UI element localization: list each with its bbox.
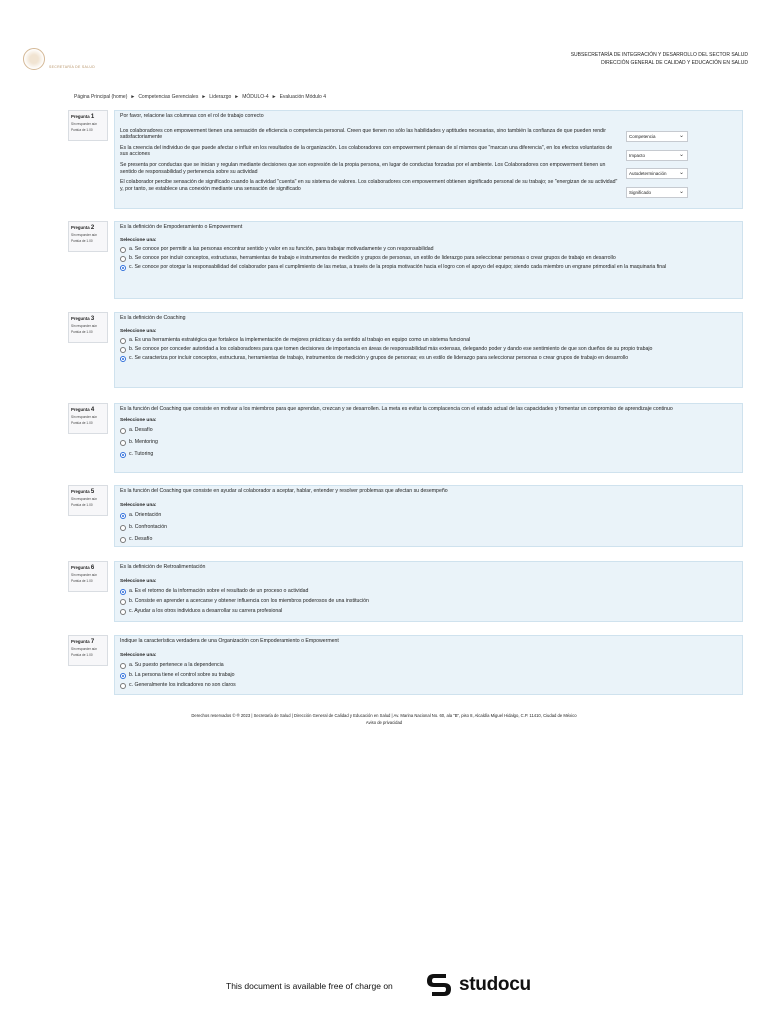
- option-label: c. Se conoce por otorgar la responsabilidad del colaborador para el cumplimiento de las metas, a través de la propia motivación hacia el logro con el apoyo del equipo; siendo cada miembro un engrane primordial en la maquinaria final: [129, 263, 667, 270]
- option-label: a. Se conoce por permitir a las personas encontrar sentido y valor en su función, para trabajar motivadamente y con responsabilidad: [129, 245, 434, 252]
- breadcrumb-home[interactable]: Página Principal (home): [74, 94, 128, 100]
- match-select[interactable]: Significado ⌄: [626, 187, 688, 198]
- radio-button[interactable]: [120, 440, 126, 446]
- question-text: Es la definición de Empoderamiento o Empowerment: [120, 224, 243, 230]
- question-status: Sin responder aún: [71, 497, 98, 501]
- radio-button[interactable]: [120, 525, 126, 531]
- select-prompt: Seleccione una:: [120, 652, 157, 658]
- answer-option[interactable]: [120, 427, 737, 434]
- option-label: b. La persona tiene el control sobre su trabajo: [129, 671, 235, 678]
- coat-of-arms-icon: [23, 48, 45, 70]
- question-number: Pregunta 7: [71, 639, 95, 645]
- radio-button[interactable]: [120, 338, 126, 344]
- question-info: [68, 485, 108, 516]
- answer-option[interactable]: [120, 588, 737, 595]
- question-score: Puntúa de 1.00: [71, 653, 93, 657]
- radio-button[interactable]: [120, 683, 126, 689]
- question-text: Es la definición de Coaching: [120, 315, 186, 321]
- radio-button-selected[interactable]: [120, 673, 126, 679]
- breadcrumb-arrow-icon: ►: [234, 94, 240, 100]
- question-info: [68, 561, 108, 592]
- option-label: c. Generalmente los indicadores no son claros: [129, 681, 236, 688]
- question-number: Pregunta 3: [71, 316, 95, 322]
- radio-button-selected[interactable]: [120, 513, 126, 519]
- question-status: Sin responder aún: [71, 573, 98, 577]
- answer-option[interactable]: [120, 536, 737, 543]
- question-score: Puntúa de 1.00: [71, 239, 93, 243]
- chevron-down-icon: ⌄: [678, 170, 684, 176]
- option-label: a. Orientación: [129, 511, 162, 518]
- option-label: c. Tutoring: [129, 450, 154, 457]
- radio-button[interactable]: [120, 428, 126, 434]
- breadcrumb: [74, 94, 326, 100]
- question-status: Sin responder aún: [71, 122, 98, 126]
- breadcrumb-evaluacion[interactable]: Evaluación Módulo 4: [279, 94, 326, 100]
- radio-button-selected[interactable]: [120, 452, 126, 458]
- radio-button-selected[interactable]: [120, 356, 126, 362]
- option-label: a. Su puesto pertenece a la dependencia: [129, 661, 224, 668]
- footer-copyright: Derechos reservados © ® 2023 | Secretaría de Salud | Dirección General de Calidad y Educación en Salud | Av. Marina Nacional No. 60, ala "B", piso 8, Alcaldía Miguel Hidalgo, C.P. 11410, Ciudad de México: [191, 713, 577, 718]
- option-label: a. Es el retorno de la información sobre el resultado de un proceso o actividad: [129, 587, 309, 594]
- option-label: a. Es una herramienta estratégica que fortalece la implementación de mejores prácticas y da sentido al trabajo en equipo como un sistema funcional: [129, 336, 471, 343]
- question-number: Pregunta 5: [71, 489, 95, 495]
- match-text: Los colaboradores con empowerment tienen una sensación de eficiencia o competencia personal. Creen que tienen no sólo las habilidades y aptitudes necesarias, sino también la confianza de que pueden rendir satisfactoriamente: [120, 127, 606, 141]
- studocu-banner: [0, 965, 768, 1005]
- match-text: Se presenta por conductas que se inician y regulan mediante decisiones que son expresión de la propia persona, en lugar de conductas forzadas por el ambiente. Los Colaboradores con empowerment tienen un sentido de responsabilidad y pertenencia sobre su actividad: [120, 161, 606, 175]
- match-select[interactable]: Autodeterminación ⌄: [626, 168, 688, 179]
- question-score: Puntúa de 1.00: [71, 579, 93, 583]
- radio-button[interactable]: [120, 599, 126, 605]
- radio-button[interactable]: [120, 663, 126, 669]
- studocu-wordmark: studocu: [459, 974, 531, 995]
- option-label: c. Desafío: [129, 535, 153, 542]
- org-heading: [571, 52, 748, 67]
- question-text: Por favor, relacione las columnas con el rol de trabajo correcto: [120, 113, 264, 119]
- answer-option[interactable]: [120, 682, 737, 689]
- page-header: [0, 0, 768, 90]
- radio-button[interactable]: [120, 537, 126, 543]
- select-prompt: Seleccione una:: [120, 417, 157, 423]
- select-prompt: Seleccione una:: [120, 237, 157, 243]
- question-info: [68, 312, 108, 343]
- radio-button-selected[interactable]: [120, 589, 126, 595]
- question-content: [114, 561, 743, 622]
- answer-option[interactable]: [120, 246, 737, 253]
- radio-button[interactable]: [120, 347, 126, 353]
- question-status: Sin responder aún: [71, 647, 98, 651]
- radio-button[interactable]: [120, 247, 126, 253]
- radio-button-selected[interactable]: [120, 265, 126, 271]
- question-info: [68, 110, 108, 141]
- answer-option[interactable]: [120, 524, 737, 531]
- answer-option[interactable]: [120, 337, 737, 344]
- question-content: [114, 635, 743, 695]
- question-text: Indique la característica verdadera de una Organización con Empoderamiento o Empowerment: [120, 638, 339, 644]
- answer-option[interactable]: [120, 598, 737, 605]
- org-line-2: DIRECCIÓN GENERAL DE CALIDAD Y EDUCACIÓN EN SALUD: [601, 59, 748, 66]
- question-number: Pregunta 1: [71, 114, 95, 120]
- answer-option[interactable]: [120, 608, 737, 615]
- question-number: Pregunta 4: [71, 407, 95, 413]
- question-info: [68, 221, 108, 252]
- answer-option[interactable]: [120, 346, 737, 353]
- org-line-1: SUBSECRETARÍA DE INTEGRACIÓN Y DESARROLLO DEL SECTOR SALUD: [570, 52, 748, 58]
- question-score: Puntúa de 1.00: [71, 330, 93, 334]
- answer-option[interactable]: [120, 255, 737, 262]
- match-text: Es la creencia del individuo de que puede afectar o influir en los resultados de la organización. Los colaboradores con empowerment piensan de sí mismos que "marcan una diferencia", en los efectos voluntarios de sus acciones: [120, 144, 613, 158]
- answer-option[interactable]: [120, 512, 737, 519]
- question-text: Es la función del Coaching que consiste en motivar a los miembros para que aprendan, crezcan y se desarrollen. La meta es evitar la complacencia con el estado actual de las capacidades y fomentar un compromiso de aprendizaje continuo: [120, 406, 673, 412]
- question-score: Puntúa de 1.00: [71, 503, 93, 507]
- match-select[interactable]: Impacto ⌄: [626, 150, 688, 161]
- match-text: El colaborador percibe sensación de significado cuando la actividad "cuenta" en su sistema de valores. Los colaboradores con empowerment obtienen significado personal de su trabajo; se "energizan de su actividad" y, por tanto, se establece una conexión mediante una sensación de significado: [120, 179, 618, 192]
- studocu-logo-icon: [424, 970, 454, 1000]
- chevron-down-icon: ⌄: [678, 133, 684, 139]
- question-info: [68, 635, 108, 666]
- question-score: Puntúa de 1.00: [71, 128, 93, 132]
- select-prompt: Seleccione una:: [120, 502, 157, 508]
- question-score: Puntúa de 1.00: [71, 421, 93, 425]
- radio-button[interactable]: [120, 256, 126, 262]
- answer-option[interactable]: [120, 451, 737, 458]
- answer-option[interactable]: [120, 355, 737, 362]
- chevron-down-icon: ⌄: [678, 152, 684, 158]
- option-label: c. Ayudar a los otros individuos a desarrollar su carrera profesional: [129, 607, 283, 614]
- question-content: [114, 485, 743, 547]
- question-content: [114, 221, 743, 299]
- select-prompt: Seleccione una:: [120, 328, 157, 334]
- option-label: a. Desafío: [129, 426, 153, 433]
- option-label: c. Se caracteriza por incluir conceptos, estructuras, herramientas de trabajo, instrumentos de medición y grupos de personas; es un estilo de liderazgo para seleccionar personas o crear grupos de trabajo en desarrollo: [129, 354, 629, 361]
- question-status: Sin responder aún: [71, 415, 98, 419]
- question-text: Es la definición de Retroalimentación: [120, 564, 206, 570]
- option-label: b. Confrontación: [129, 523, 168, 530]
- option-label: b. Se conoce por incluir conceptos, estructuras, herramientas de trabajo e instrumentos de medición y grupos de personas, un estilo de liderazgo para seleccionar personas o crear grupos de trabajo en desarrollo: [129, 254, 616, 261]
- question-status: Sin responder aún: [71, 324, 98, 328]
- breadcrumb-liderazgo[interactable]: Liderazgo: [209, 94, 232, 100]
- question-content: [114, 312, 743, 388]
- question-content: [114, 110, 743, 209]
- privacy-link[interactable]: Aviso de privacidad: [365, 720, 403, 725]
- match-select[interactable]: Competencia ⌄: [626, 131, 688, 142]
- answer-option[interactable]: [120, 264, 737, 271]
- question-info: [68, 403, 108, 434]
- question-number: Pregunta 6: [71, 565, 95, 571]
- availability-text: This document is available free of charge on: [226, 981, 393, 991]
- chevron-down-icon: ⌄: [678, 189, 684, 195]
- logo-text: SECRETARÍA DE SALUD: [49, 65, 96, 69]
- question-status: Sin responder aún: [71, 233, 98, 237]
- answer-option[interactable]: [120, 672, 737, 679]
- question-number: Pregunta 2: [71, 225, 95, 231]
- breadcrumb-arrow-icon: ►: [130, 94, 136, 100]
- radio-button[interactable]: [120, 609, 126, 615]
- page-footer: [0, 712, 768, 726]
- question-text: Es la función del Coaching que consiste en ayudar al colaborador a aceptar, hablar, entender y resolver problemas que afectan su desempeño: [120, 488, 448, 494]
- breadcrumb-competencias[interactable]: Competencias Gerenciales: [138, 94, 199, 100]
- answer-option[interactable]: [120, 662, 737, 669]
- option-label: b. Mentoring: [129, 438, 158, 445]
- breadcrumb-arrow-icon: ►: [201, 94, 207, 100]
- option-label: b. Se conoce por conceder autoridad a los colaboradores para que tomen decisiones de importancia en áreas de responsabilidad más extensas, delegando poder y dando ese sentimiento de que son dueños de su propio trabajo: [129, 345, 653, 352]
- answer-option[interactable]: [120, 439, 737, 446]
- breadcrumb-arrow-icon: ►: [271, 94, 277, 100]
- breadcrumb-modulo[interactable]: MÓDULO-4: [242, 94, 269, 100]
- secretaria-logo: [20, 48, 100, 74]
- question-content: [114, 403, 743, 473]
- option-label: b. Consiste en aprender a acercarse y obtener influencia con los miembros poderosos de una institución: [129, 597, 369, 604]
- select-prompt: Seleccione una:: [120, 578, 157, 584]
